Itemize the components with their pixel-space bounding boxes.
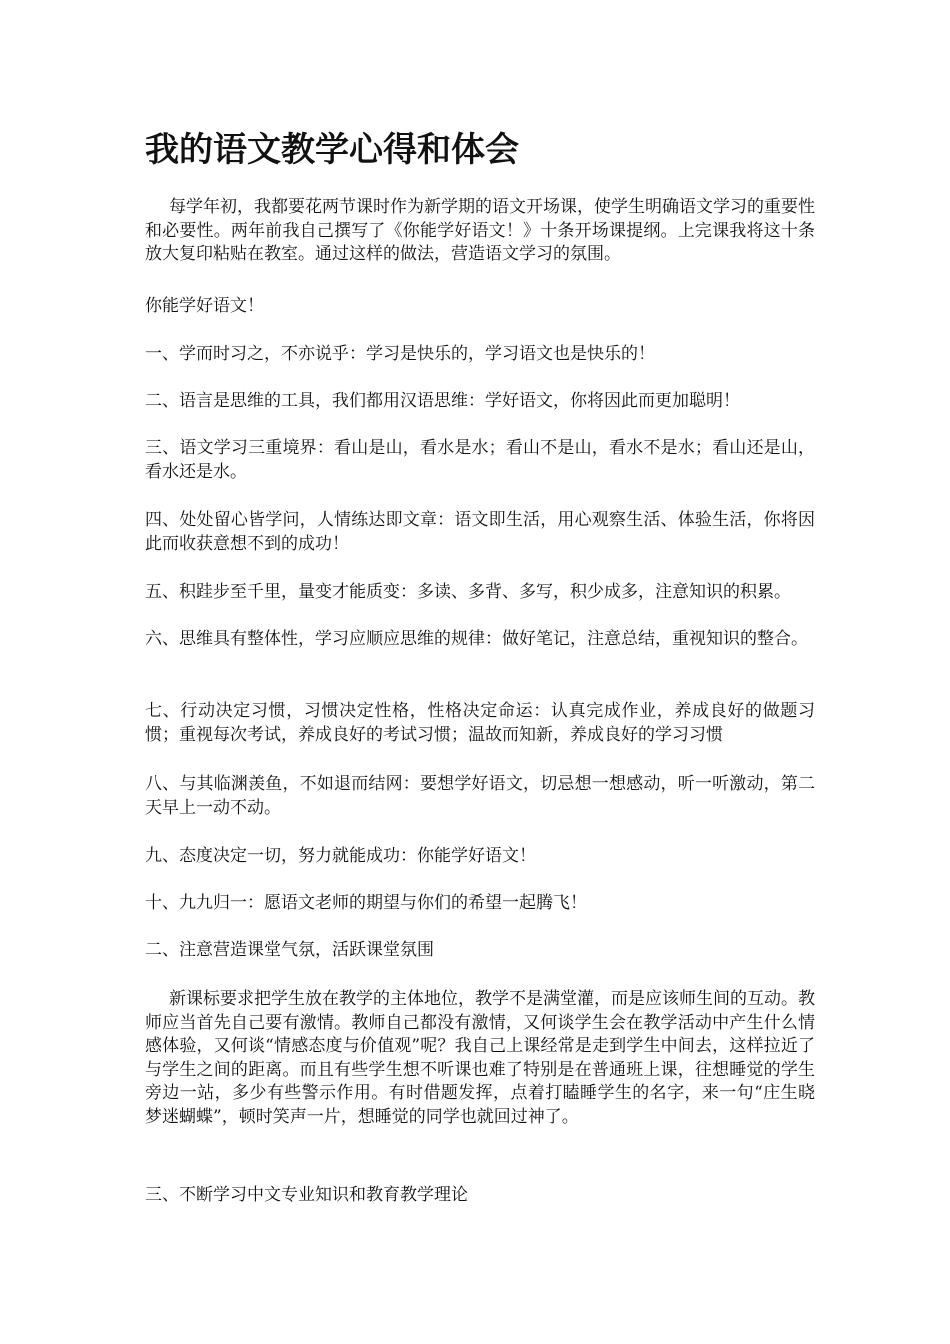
list-item-8: 八、与其临渊羡鱼，不如退而结网：要想学好语文，切忌想一想感动，听一听激动，第二天早上一动不动。 xyxy=(145,774,815,818)
list-item-6: 六、思维具有整体性，学习应顺应思维的规律：做好笔记，注意总结，重视知识的整合。 xyxy=(145,629,808,649)
list-item-2: 二、语言是思维的工具，我们都用汉语思维：学好语文，你将因此而更加聪明！ xyxy=(145,391,740,411)
document-title: 我的语文教学心得和体会 xyxy=(145,130,519,170)
list-item-7: 七、行动决定习惯，习惯决定性格，性格决定命运：认真完成作业，养成良好的做题习惯；重视每次考试，养成良好的考试习惯；温故而知新，养成良好的学习习惯 xyxy=(145,701,815,745)
list-item-10: 十、九九归一：愿语文老师的期望与你们的希望一起腾飞！ xyxy=(145,893,587,913)
section-2-body: 新课标要求把学生放在教学的主体地位，教学不是满堂灌，而是应该师生间的互动。教师应当首先自己要有激情。教师自己都没有激情，又何谈学生会在教学活动中产生什么情感体验，又何谈“情感态度与价值观”呢？我自己上课经常是走到学生中间去，这样拉近了与学生之间的距离。而且有些学生想不听课也难了特别是在普通班上课，往想睡觉的学生旁边一站，多少有些警示作用。有时借题发挥，点着打瞌睡学生的名字，来一句“庄生晓梦迷蝴蝶”，顿时笑声一片，想睡觉的同学也就回过神了。 xyxy=(145,989,815,1127)
list-item-4: 四、处处留心皆学问，人情练达即文章：语文即生活，用心观察生活、体验生活，你将因此而收获意想不到的成功！ xyxy=(145,510,815,554)
list-item-3: 三、语文学习三重境界：看山是山，看水是水；看山不是山，看水不是水；看山还是山，看水还是水。 xyxy=(145,438,815,482)
section-3-heading: 三、不断学习中文专业知识和教育教学理论 xyxy=(145,1185,468,1205)
list-item-9: 九、态度决定一切，努力就能成功：你能学好语文！ xyxy=(145,846,536,866)
section-2-heading: 二、注意营造课堂气氛，活跃课堂氛围 xyxy=(145,940,434,960)
intro-paragraph: 每学年初，我都要花两节课时作为新学期的语文开场课，使学生明确语文学习的重要性和必要性。两年前我自己撰写了《你能学好语文！》十条开场课提纲。上完课我将这十条放大复印粘贴在教室。通过这样的做法，营造语文学习的氛围。 xyxy=(145,197,815,264)
list-item-1: 一、学而时习之，不亦说乎：学习是快乐的，学习语文也是快乐的！ xyxy=(145,344,655,364)
list-item-5: 五、积跬步至千里，量变才能质变：多读、多背、多写，积少成多，注意知识的积累。 xyxy=(145,582,791,602)
list-heading: 你能学好语文！ xyxy=(145,296,264,316)
